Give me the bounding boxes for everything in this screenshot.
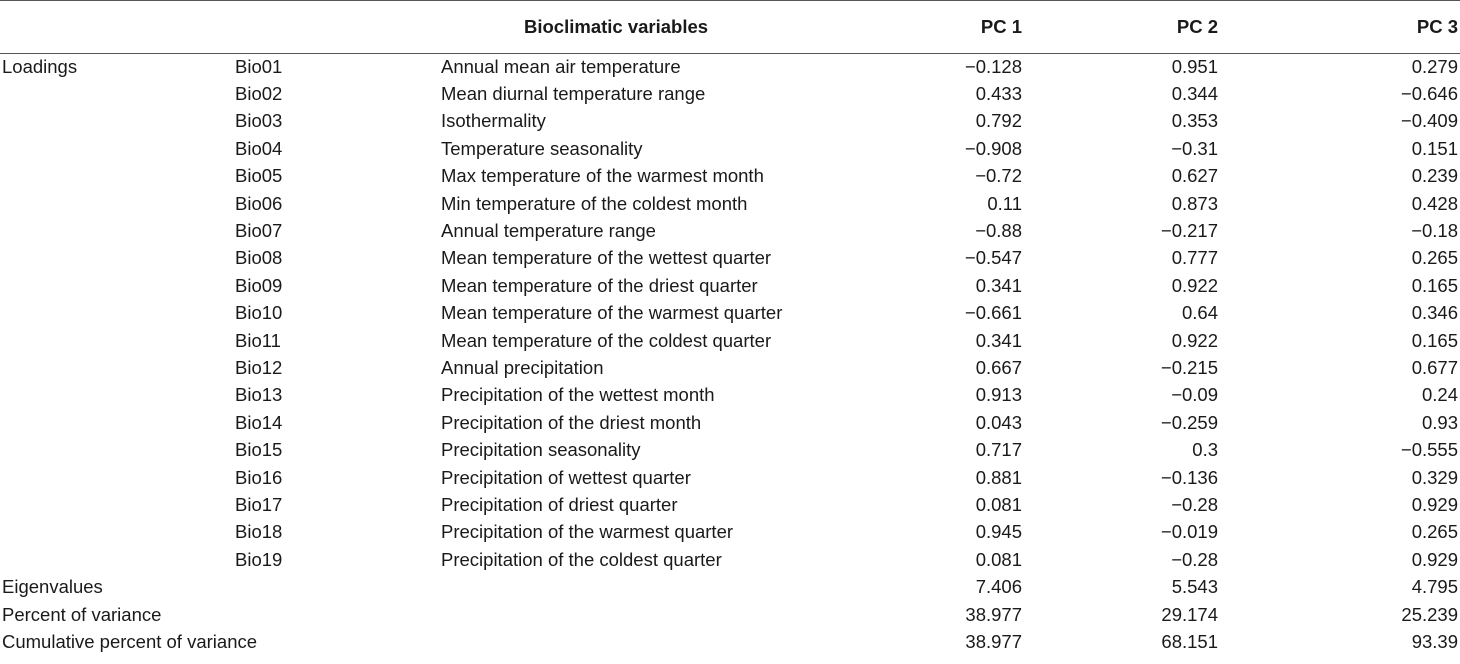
variable-name: Mean temperature of the wettest quarter	[441, 247, 772, 269]
variable-name: Precipitation of driest quarter	[441, 493, 678, 515]
row-label: Loadings	[2, 55, 78, 77]
pc3-value: 0.265	[1411, 247, 1458, 269]
variable-name	[440, 628, 860, 655]
variable-code: Bio05	[235, 165, 283, 187]
row-label	[0, 300, 235, 327]
pc2-value: 0.922	[1171, 274, 1218, 296]
row-label	[0, 272, 235, 299]
variable-code: Bio14	[235, 411, 283, 433]
variable-name: Precipitation of the driest month	[441, 411, 702, 433]
pc3-value: 0.265	[1411, 521, 1458, 543]
table-row	[0, 163, 1460, 190]
pc2-value: −0.31	[1171, 137, 1218, 159]
pc3-value: 0.279	[1411, 55, 1458, 77]
pc1-value: −0.72	[975, 165, 1022, 187]
variable-name: Temperature seasonality	[441, 137, 643, 159]
table-row	[0, 245, 1460, 272]
pc2-value: 0.353	[1171, 110, 1218, 132]
pc1-value: 0.792	[975, 110, 1022, 132]
pc1-value: −0.547	[964, 247, 1022, 269]
variable-code: Bio09	[235, 274, 283, 296]
header-rule	[0, 53, 1460, 54]
row-label	[0, 80, 235, 107]
variable-name: Precipitation of wettest quarter	[441, 466, 691, 488]
variable-code	[235, 573, 440, 600]
pc3-value: 0.346	[1411, 302, 1458, 324]
variable-code: Bio12	[235, 356, 283, 378]
variable-name: Precipitation seasonality	[441, 439, 641, 461]
pc1-value: 0.881	[975, 466, 1022, 488]
table-row	[0, 217, 1460, 244]
header-code	[235, 0, 440, 53]
table-row	[0, 300, 1460, 327]
table-row	[0, 190, 1460, 217]
variable-name: Isothermality	[441, 110, 546, 132]
pc2-value: −0.215	[1160, 356, 1218, 378]
variable-name: Annual temperature range	[441, 220, 656, 242]
pc2-value: 0.777	[1171, 247, 1218, 269]
table-row	[0, 80, 1460, 107]
pc1-value: 0.081	[975, 548, 1022, 570]
header-pc2: PC 2	[1176, 15, 1218, 37]
pc3-value: 0.677	[1411, 356, 1458, 378]
pc3-value: 0.165	[1411, 274, 1458, 296]
row-label	[0, 327, 235, 354]
table-row	[0, 464, 1460, 491]
pc2-value: 0.3	[1192, 439, 1218, 461]
pc2-value: −0.019	[1160, 521, 1218, 543]
pc1-value: −0.908	[964, 137, 1022, 159]
pc2-value: 0.344	[1171, 83, 1218, 105]
variable-name: Mean temperature of the driest quarter	[441, 274, 758, 296]
table-row	[0, 436, 1460, 463]
row-label	[0, 163, 235, 190]
pc1-value: 0.945	[975, 521, 1022, 543]
pc3-value: 0.929	[1411, 548, 1458, 570]
variable-code	[235, 628, 440, 655]
variable-code: Bio13	[235, 384, 283, 406]
pc3-value: 0.93	[1421, 411, 1458, 433]
table-row	[0, 519, 1460, 546]
pc1-value: 7.406	[975, 576, 1022, 598]
pc2-value: 29.174	[1161, 603, 1218, 625]
variable-name: Min temperature of the coldest month	[441, 192, 748, 214]
row-label: Eigenvalues	[2, 576, 103, 598]
pc1-value: −0.661	[964, 302, 1022, 324]
pc1-value: 0.341	[975, 329, 1022, 351]
variable-code: Bio19	[235, 548, 283, 570]
pc3-value: 25.239	[1401, 603, 1458, 625]
table-row	[0, 382, 1460, 409]
variable-code: Bio10	[235, 302, 283, 324]
table-row	[0, 327, 1460, 354]
variable-name: Precipitation of the warmest quarter	[441, 521, 734, 543]
table-row	[0, 491, 1460, 518]
variable-name: Annual mean air temperature	[441, 55, 681, 77]
pc1-value: 0.043	[975, 411, 1022, 433]
variable-code: Bio06	[235, 192, 283, 214]
pc2-value: 5.543	[1171, 576, 1218, 598]
pc1-value: 0.913	[975, 384, 1022, 406]
pc1-value: 38.977	[965, 603, 1022, 625]
header-pc3: PC 3	[1416, 15, 1458, 37]
pc2-value: 0.873	[1171, 192, 1218, 214]
table-row	[0, 53, 1460, 80]
pc1-value: 0.081	[975, 493, 1022, 515]
row-label	[0, 546, 235, 573]
row-label	[0, 190, 235, 217]
pc2-value: 0.922	[1171, 329, 1218, 351]
header-label	[0, 0, 235, 53]
table-row	[0, 272, 1460, 299]
table-row	[0, 601, 1460, 628]
table-row	[0, 628, 1460, 655]
row-label	[0, 108, 235, 135]
variable-code: Bio18	[235, 521, 283, 543]
header-bioclimatic-variables: Bioclimatic variables	[524, 15, 709, 37]
variable-code: Bio03	[235, 110, 283, 132]
table-row	[0, 573, 1460, 600]
variable-code: Bio04	[235, 137, 283, 159]
variable-code: Bio07	[235, 220, 283, 242]
table-row	[0, 546, 1460, 573]
pc1-value: 0.341	[975, 274, 1022, 296]
row-label	[0, 382, 235, 409]
row-label	[0, 217, 235, 244]
pc2-value: −0.28	[1171, 548, 1218, 570]
table-header	[0, 0, 1460, 53]
table-row	[0, 409, 1460, 436]
pc1-value: 38.977	[965, 630, 1022, 652]
variable-name: Mean diurnal temperature range	[441, 83, 706, 105]
variable-name: Max temperature of the warmest month	[441, 165, 764, 187]
pc2-value: −0.09	[1171, 384, 1218, 406]
pc3-value: 0.239	[1411, 165, 1458, 187]
pc3-value: 0.24	[1421, 384, 1458, 406]
pc2-value: −0.136	[1160, 466, 1218, 488]
variable-code: Bio15	[235, 439, 283, 461]
pc1-value: −0.88	[975, 220, 1022, 242]
pc3-value: 0.428	[1411, 192, 1458, 214]
row-label: Percent of variance	[2, 603, 162, 625]
pc1-value: 0.11	[987, 192, 1022, 214]
row-label	[0, 491, 235, 518]
pc3-value: −0.409	[1400, 110, 1458, 132]
pc1-value: 0.667	[975, 356, 1022, 378]
pc2-value: −0.259	[1160, 411, 1218, 433]
pc3-value: −0.555	[1400, 439, 1458, 461]
table-row	[0, 108, 1460, 135]
variable-code: Bio11	[235, 329, 281, 351]
table-row	[0, 135, 1460, 162]
variable-code	[235, 601, 440, 628]
row-label	[0, 354, 235, 381]
row-label	[0, 135, 235, 162]
row-label	[0, 245, 235, 272]
pc2-value: 68.151	[1161, 630, 1218, 652]
pc3-value: 0.151	[1411, 137, 1458, 159]
pc2-value: 0.627	[1171, 165, 1218, 187]
row-label: Cumulative percent of variance	[2, 630, 258, 652]
variable-name	[440, 601, 860, 628]
pc2-value: 0.64	[1181, 302, 1218, 324]
variable-code: Bio17	[235, 493, 283, 515]
variable-name	[440, 573, 860, 600]
table-body	[0, 53, 1460, 656]
variable-code: Bio02	[235, 83, 283, 105]
variable-code: Bio01	[235, 55, 283, 77]
pc3-value: 0.329	[1411, 466, 1458, 488]
variable-name: Annual precipitation	[441, 356, 604, 378]
pc3-value: −0.646	[1400, 83, 1458, 105]
pc2-value: −0.217	[1160, 220, 1218, 242]
pc2-value: 0.951	[1171, 55, 1218, 77]
row-label	[0, 409, 235, 436]
pc3-value: 93.39	[1411, 630, 1458, 652]
variable-name: Precipitation of the wettest month	[441, 384, 715, 406]
header-pc1: PC 1	[980, 15, 1022, 37]
pc3-value: 0.929	[1411, 493, 1458, 515]
pc1-value: −0.128	[964, 55, 1022, 77]
table-row	[0, 354, 1460, 381]
variable-name: Mean temperature of the warmest quarter	[441, 302, 783, 324]
pc3-value: 0.165	[1411, 329, 1458, 351]
row-label	[0, 436, 235, 463]
row-label	[0, 519, 235, 546]
variable-code: Bio08	[235, 247, 283, 269]
pc1-value: 0.717	[975, 439, 1022, 461]
pc2-value: −0.28	[1171, 493, 1218, 515]
header-row	[0, 0, 1460, 53]
pc1-value: 0.433	[975, 83, 1022, 105]
variable-name: Precipitation of the coldest quarter	[441, 548, 722, 570]
variable-name: Mean temperature of the coldest quarter	[441, 329, 772, 351]
pc3-value: −0.18	[1411, 220, 1458, 242]
pc3-value: 4.795	[1411, 576, 1458, 598]
row-label	[0, 464, 235, 491]
variable-code: Bio16	[235, 466, 283, 488]
